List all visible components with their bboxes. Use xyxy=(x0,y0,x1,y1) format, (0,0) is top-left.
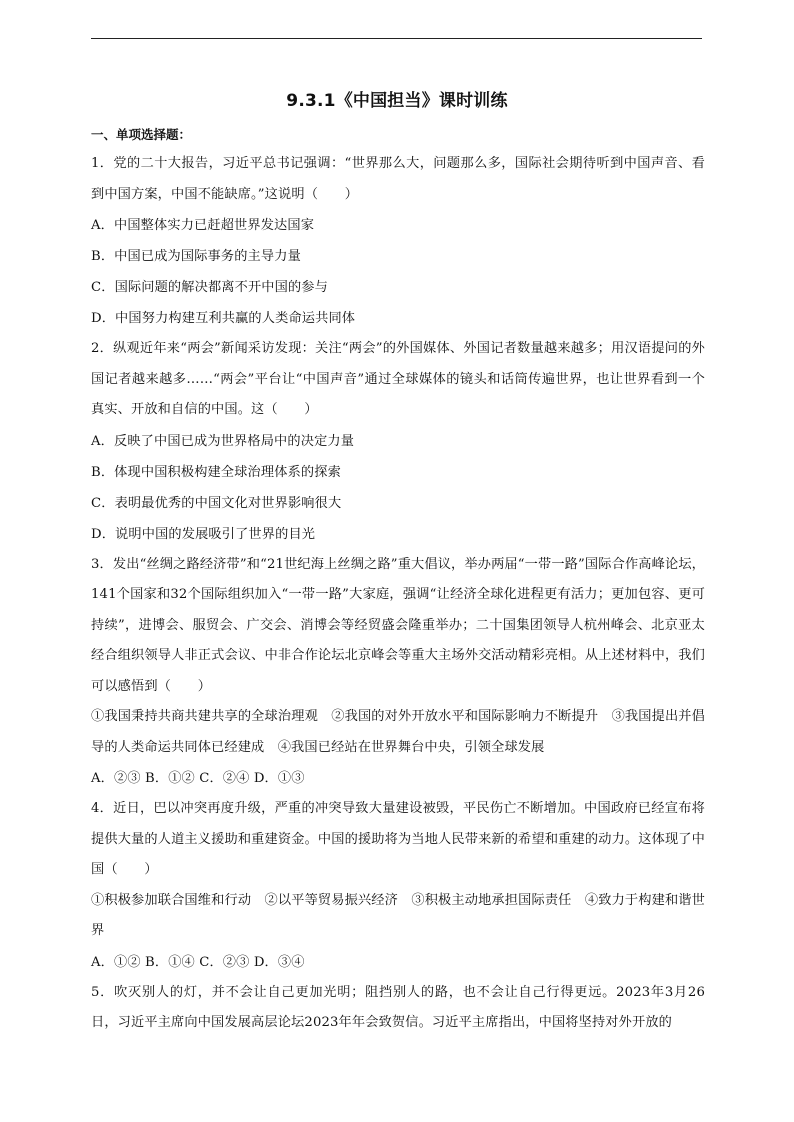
header-rule xyxy=(91,38,702,39)
question-5 xyxy=(91,978,705,1039)
answer-options: A．①② B．①④ C．②③ D．③④ xyxy=(91,954,305,970)
question-stem: 2．纵观近年来“两会”新闻采访发现：关注“两会”的外国媒体、外国记者数量越来越多；用汉语提问的外国记者越来越多……“两会”平台让“中国声音”通过全球媒体的镜头和话筒传遍世界，也让世界看到一个真实、开放和自信的中国。这（ ） xyxy=(91,341,705,417)
question-2 xyxy=(91,334,705,550)
option-c: C．表明最优秀的中国文化对世界影响很大 xyxy=(91,495,342,511)
option-c: C．国际问题的解决都离不开中国的参与 xyxy=(91,280,328,295)
question-1 xyxy=(91,149,705,334)
question-4 xyxy=(91,794,705,978)
document-title: 9.3.1《中国担当》课时训练 xyxy=(286,91,508,111)
question-stem: 3．发出“丝绸之路经济带”和“21世纪海上丝绸之路”重大倡议，举办两届“一带一路”国际合作高峰论坛，141个国家和32个国际组织加入“一带一路”大家庭，强调“让经济全球化进程更有活力；更加包容、更可持续”，进博会、服贸会、广交会、消博会等经贸盛会隆重举办；二十国集团领导人杭州峰会、北京亚太经合组织领导人非正式会议、中非合作论坛北京峰会等重大主场外交活动精彩亮相。从上述材料中，我们可以感悟到（ ） xyxy=(91,556,705,694)
question-stem: 4．近日，巴以冲突再度升级，严重的冲突导致大量建设被毁，平民伤亡不断增加。中国政府已经宣布将提供大量的人道主义援助和重建资金。中国的援助将为当地人民带来新的希望和重建的动力。这体现了中国（ ） xyxy=(91,801,705,877)
question-statements: ①我国秉持共商共建共享的全球治理观 ②我国的对外开放水平和国际影响力不断提升 ③我国提出并倡导的人类命运共同体已经建成 ④我国已经站在世界舞台中央，引领全球发展 xyxy=(91,709,705,755)
option-b: B．中国已成为国际事务的主导力量 xyxy=(91,249,301,264)
section-heading: 一、单项选择题： xyxy=(91,127,192,142)
document-body xyxy=(91,122,705,1039)
question-3 xyxy=(91,550,705,795)
question-statements: ①积极参加联合国维和行动 ②以平等贸易振兴经济 ③积极主动地承担国际责任 ④致力于构建和谐世界 xyxy=(91,892,705,938)
option-d: D．中国努力构建互利共赢的人类命运共同体 xyxy=(91,311,356,326)
question-stem: 5．吹灭别人的灯，并不会让自己更加光明；阻挡别人的路，也不会让自己行得更远。2023年3月26日，习近平主席向中国发展高层论坛2023年年会致贺信。习近平主席指出，中国将坚持对外开放的 xyxy=(91,984,705,1030)
option-d: D．说明中国的发展吸引了世界的目光 xyxy=(91,526,316,542)
question-stem: 1．党的二十大报告，习近平总书记强调：“世界那么大，问题那么多，国际社会期待听到中国声音、看到中国方案，中国不能缺席。”这说明（ ） xyxy=(91,156,705,202)
option-a: A．中国整体实力已赶超世界发达国家 xyxy=(91,218,315,233)
option-a: A．反映了中国已成为世界格局中的决定力量 xyxy=(91,433,355,449)
answer-options: A．②③ B．①② C．②④ D．①③ xyxy=(91,771,305,786)
option-b: B．体现中国积极构建全球治理体系的探索 xyxy=(91,464,341,480)
